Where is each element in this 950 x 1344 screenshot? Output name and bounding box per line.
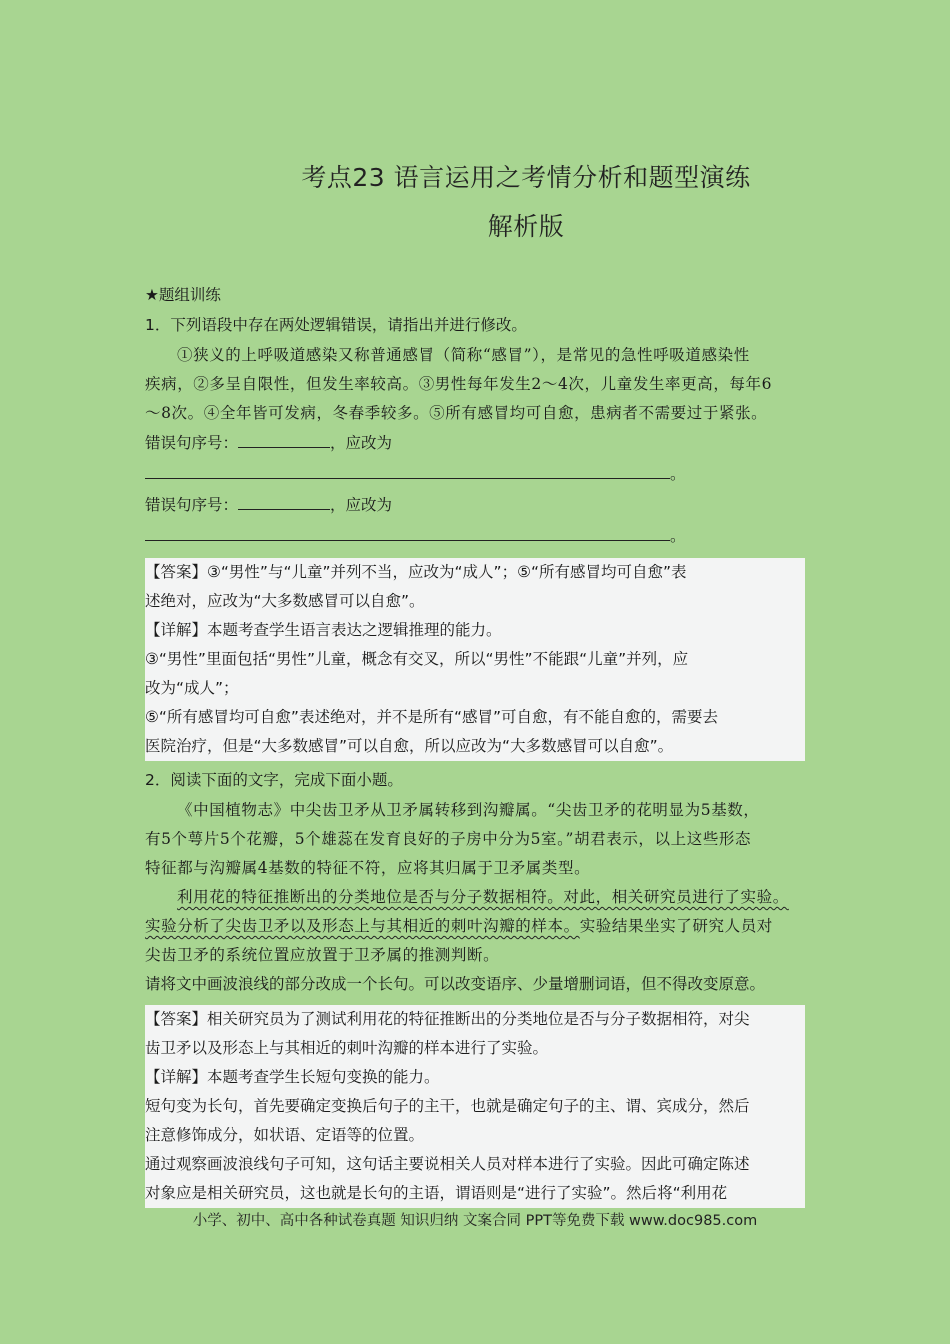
answer-line: 齿卫矛以及形态上与其相近的刺叶沟瓣的样本进行了实验。 [145,1039,549,1057]
sentence-number-blank[interactable] [238,493,330,510]
answer-line: 通过观察画波浪线句子可知，这句话主要说相关人员对样本进行了实验。因此可确定陈述 [145,1155,750,1173]
answer-line: 对象应是相关研究员，这也就是长句的主语，谓语则是“进行了实验”。然后将“利用花 [145,1184,728,1202]
passage-line: ～8次。④全年皆可发病，冬春季较多。⑤所有感冒均可自愈，患病者不需要过于紧张。 [145,404,768,422]
passage-line: 尖齿卫矛的系统位置应放置于卫矛属的推测判断。 [145,946,500,964]
question-2-answer-box [145,1005,805,1208]
answer-line: ⑤“所有感冒均可自愈”表述绝对，并不是所有“感冒”可自愈，有不能自愈的，需要去 [145,708,719,726]
blank-period: 。 [670,465,686,483]
question-2-instruction: 请将文中画波浪线的部分改成一个长句。可以改变语序、少量增删词语，但不得改变原意。 [145,975,766,993]
answer-line: 【答案】③“男性”与“儿童”并列不当，应改为“成人”；⑤“所有感冒均可自愈”表 [145,563,687,581]
correction-blank[interactable] [145,524,670,541]
footer-text: 小学、初中、高中各种试卷真题 知识归纳 文案合同 PPT等免费下载 www.doc985.com [192,1213,758,1229]
passage-line: ①狭义的上呼吸道感染又称普通感冒（简称“感冒”），是常见的急性呼吸道感染性 [177,346,750,364]
correction-blank-row-1 [145,459,805,490]
error-blank-suffix: ，应改为 [330,434,393,452]
question-1-answer-box [145,558,805,761]
correction-blank-row-2 [145,521,805,552]
error-blank-label: 错误句序号： [145,434,239,452]
error-blank-label: 错误句序号： [145,496,239,514]
answer-line: 短句变为长句，首先要确定变换后句子的主干，也就是确定句子的主、谓、宾成分，然后 [145,1097,750,1115]
answer-line: 医院治疗，但是“大多数感冒”可以自愈，所以应改为“大多数感冒可以自愈”。 [145,737,674,755]
answer-line: 述绝对，应改为“大多数感冒可以自愈”。 [145,592,425,610]
answer-line: 【答案】相关研究员为了测试利用花的特征推断出的分类地位是否与分子数据相符，对尖 [145,1010,750,1028]
wavy-passage-line [145,912,805,941]
answer-line: 注意修饰成分，如状语、定语等的位置。 [145,1126,425,1144]
question-1-passage [145,341,805,428]
error-blank-row-2 [145,490,805,521]
question-2-prompt: 2．阅读下面的文字，完成下面小题。 [145,771,403,789]
passage-line: 疾病，②多呈自限性，但发生率较高。③男性每年发生2～4次，儿童发生率更高，每年6 [145,375,773,393]
error-blank-suffix: ，应改为 [330,496,393,514]
blank-period: 。 [670,527,686,545]
document-body [145,280,805,1212]
passage-line: 特征都与沟瓣属4基数的特征不符，应将其归属于卫矛属类型。 [145,859,591,877]
passage-line: 《中国植物志》中尖齿卫矛从卫矛属转移到沟瓣属。“尖齿卫矛的花明显为5基数， [177,801,760,819]
section-heading: ★题组训练 [145,286,221,304]
passage-line: 有5个萼片5个花瓣，5个雄蕊在发育良好的子房中分为5室。”胡君表示，以上这些形态 [145,830,752,848]
sentence-number-blank[interactable] [238,431,330,448]
question-1-prompt: 1．下列语段中存在两处逻辑错误，请指出并进行修改。 [145,316,527,334]
error-blank-row-1 [145,428,805,459]
answer-line: 【详解】本题考查学生长短句变换的能力。 [145,1068,440,1086]
answer-line: 【详解】本题考查学生语言表达之逻辑推理的能力。 [145,621,502,639]
plain-passage-text: 实验结果坐实了研究人员对 [579,917,773,935]
correction-blank[interactable] [145,462,670,479]
page-title: 考点23 语言运用之考情分析和题型演练 [301,163,751,192]
answer-line: 改为“成人”； [145,679,239,697]
page-subtitle: 解析版 [487,212,565,241]
wavy-passage-line [145,883,805,912]
wavy-underlined-text: 实验分析了尖齿卫矛以及形态上与其相近的刺叶沟瓣的样本。 [145,917,580,935]
answer-line: ③“男性”里面包括“男性”儿童，概念有交叉，所以“男性”不能跟“儿童”并列，应 [145,650,689,668]
wavy-underlined-text: 利用花的特征推断出的分类地位是否与分子数据相符。对此，相关研究员进行了实验。 [177,888,789,906]
question-2-passage [145,796,805,970]
